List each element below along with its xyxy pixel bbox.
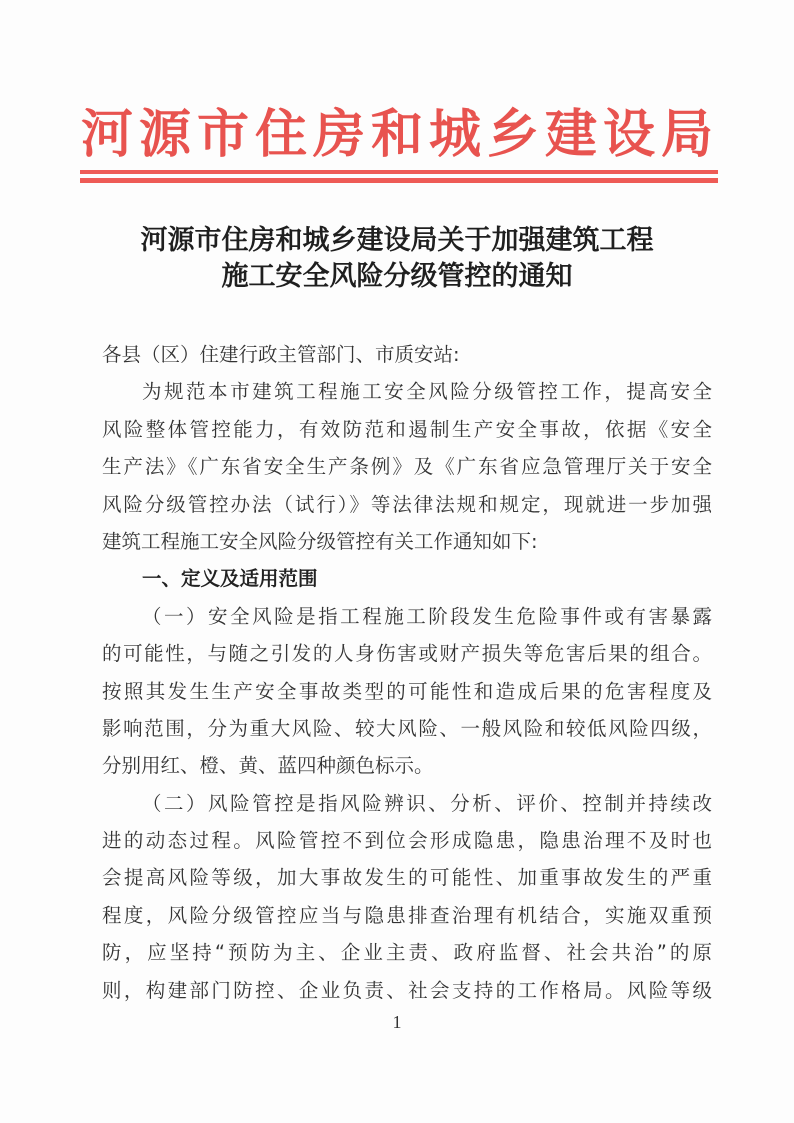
salutation: 各县（区）住建行政主管部门、市质安站: (102, 343, 460, 366)
item-1-line: （一）安全风险是指工程施工阶段发生危险事件或有害暴露 (142, 604, 712, 628)
document-body (102, 336, 712, 1009)
masthead-rule-thin (80, 170, 718, 174)
document-title-line-2: 施工安全风险分级管控的通知 (221, 261, 573, 292)
intro-paragraph-line: 风险整体管控能力，有效防范和遏制生产安全事故，依据《安全 (102, 417, 712, 441)
intro-paragraph-line: 建筑工程施工安全风险分级管控有关工作通知如下: (102, 529, 538, 553)
item-2-line: 防，应坚持“预防为主、企业主责、政府监督、社会共治”的原 (102, 941, 712, 965)
item-1-line: 影响范围，分为重大风险、较大风险、一般风险和较低风险四级， (102, 716, 712, 740)
section-heading: 一、定义及适用范围 (142, 567, 318, 591)
page-number: 1 (392, 1012, 402, 1032)
agency-masthead: 河源市住房和城乡建设局 (80, 104, 719, 165)
item-2-line: 程度，风险分级管控应当与隐患排查治理有机结合，实施双重预 (102, 903, 712, 927)
intro-paragraph-line: 风险分级管控办法（试行）》等法律法规和规定，现就进一步加强 (102, 492, 712, 516)
masthead-rule-thick (80, 178, 718, 183)
document-title-line-1: 河源市住房和城乡建设局关于加强建筑工程 (140, 225, 654, 256)
item-2-line: 进的动态过程。风险管控不到位会形成隐患，隐患治理不及时也 (102, 829, 712, 853)
item-1-line: 分别用红、橙、黄、蓝四种颜色标示。 (102, 754, 434, 778)
item-2-line: 则，构建部门防控、企业负责、社会支持的工作格局。风险等级 (102, 978, 712, 1002)
item-2-line: 会提高风险等级，加大事故发生的可能性、加重事故发生的严重 (102, 866, 712, 890)
item-1-line: 的可能性，与随之引发的人身伤害或财产损失等危害后果的组合。 (102, 642, 712, 666)
intro-paragraph-line: 为规范本市建筑工程施工安全风险分级管控工作，提高安全 (142, 380, 712, 404)
item-1-line: 按照其发生生产安全事故类型的可能性和造成后果的危害程度及 (102, 679, 712, 703)
intro-paragraph-line: 生产法》《广东省安全生产条例》及《广东省应急管理厅关于安全 (102, 455, 712, 479)
item-2-line: （二）风险管控是指风险辨识、分析、评价、控制并持续改 (142, 791, 712, 815)
